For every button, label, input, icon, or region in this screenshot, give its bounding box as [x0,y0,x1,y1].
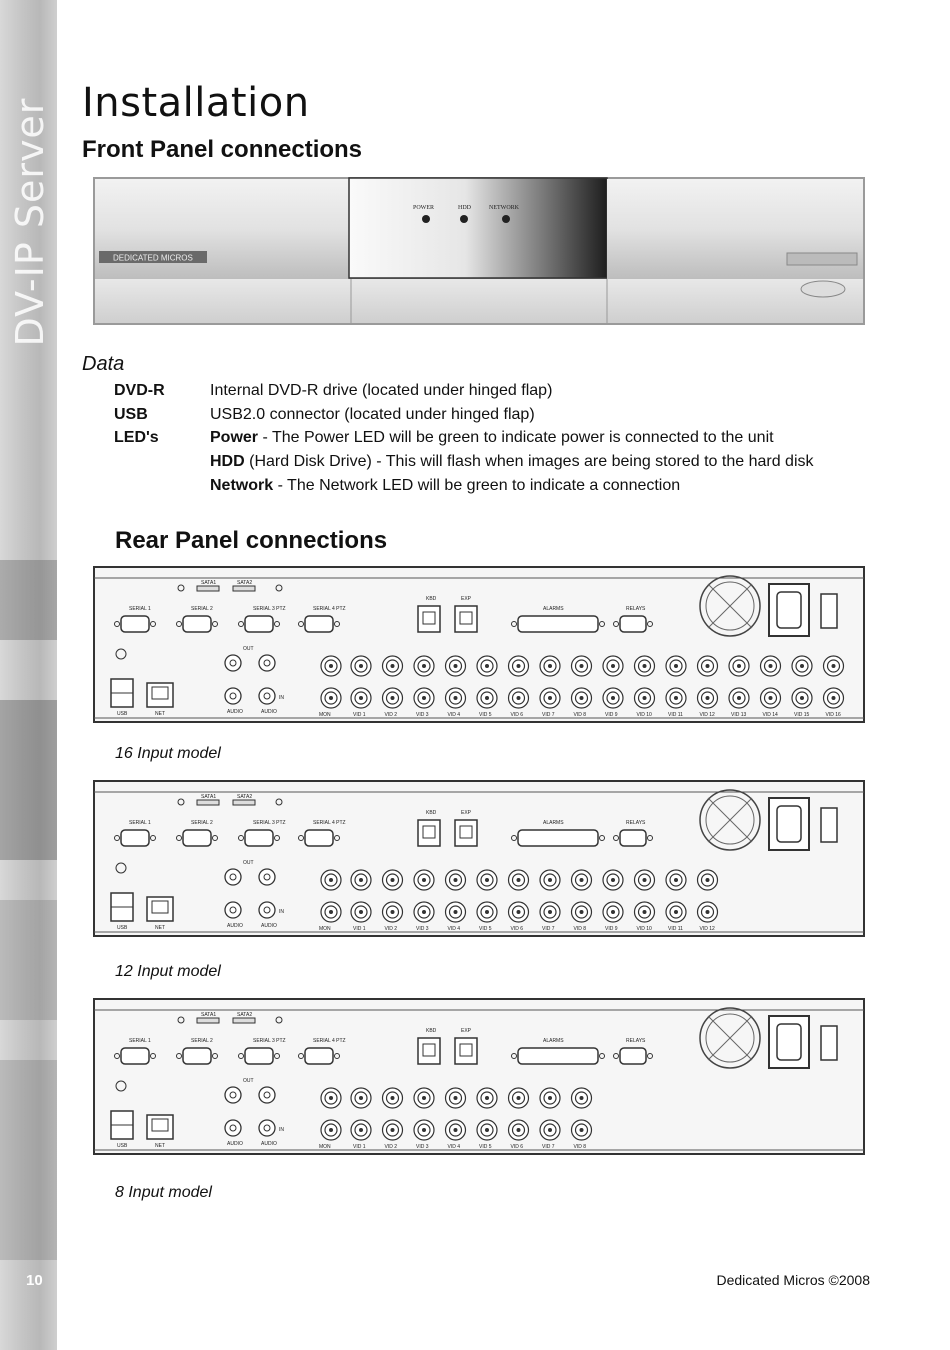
kbd-port-icon [418,1038,440,1064]
net-label: NET [155,711,165,717]
data-description [210,453,814,471]
audio-connector-icon [259,688,275,704]
kbd-port-icon [418,606,440,632]
audio-connector-icon [259,1120,275,1136]
kbd-label: KBD [426,810,437,816]
sidebar-strip [0,0,57,1350]
vid-input-label: VID 6 [510,1144,524,1150]
sata-port-icon [197,1018,219,1023]
vid-input-label: VID 11 [668,712,683,718]
data-description-text: Internal DVD-R drive (located under hinged flap) [210,382,553,399]
vid-input-label: VID 4 [447,712,461,718]
exp-port-icon [455,820,477,846]
relays-label: RELAYS [626,820,646,826]
audio-label: AUDIO [261,923,277,929]
exp-label: EXP [461,1028,472,1034]
footer-copyright: Dedicated Micros ©2008 [716,1272,870,1288]
audio-in-label: IN [279,1127,284,1133]
vid-input-label: VID 7 [542,712,555,718]
audio-out-label: OUT [243,860,254,866]
sata-port-icon [233,1018,255,1023]
vid-input-label: VID 10 [636,926,652,932]
kbd-label: KBD [426,1028,437,1034]
audio-label: AUDIO [227,923,243,929]
relays-label: RELAYS [626,1038,646,1044]
exp-port-icon [455,1038,477,1064]
front-brand-badge: DEDICATED MICROS [113,253,193,263]
audio-connector-icon [225,655,241,671]
audio-connector-icon [259,1087,275,1103]
front-panel-illustration [93,177,865,325]
mon-label: MON [319,1144,331,1150]
alarms-port-icon [518,616,598,632]
vid-input-label: VID 8 [573,712,587,718]
audio-connector-icon [225,688,241,704]
network-led-icon [502,215,510,223]
kbd-label: KBD [426,596,437,602]
led-label-power: POWER [413,205,434,211]
data-description-text: - The Network LED will be green to indicate a connection [273,477,681,494]
logo-emblem-icon [801,281,845,297]
alarms-label: ALARMS [543,820,564,826]
vid-input-label: VID 9 [605,926,618,932]
sata-label: SATA1 [201,1012,217,1018]
relays-port-icon [620,616,646,632]
mon-label: MON [319,712,331,718]
serial-label: SERIAL 1 [129,1038,151,1044]
power-led-icon [422,215,430,223]
serial-label: SERIAL 4 PTZ [313,606,346,612]
vid-input-label: VID 4 [447,1144,461,1150]
hdd-led-icon [460,215,468,223]
audio-connector-icon [225,1087,241,1103]
sata-label: SATA2 [237,580,253,586]
audio-label: AUDIO [227,709,243,715]
serial-port-icon [121,1048,149,1064]
sata-port-icon [197,586,219,591]
mon-label: MON [319,926,331,932]
serial-port-icon [183,830,211,846]
data-description [210,429,774,447]
serial-port-icon [305,616,333,632]
vid-input-label: VID 3 [416,926,429,932]
audio-in-label: IN [279,909,284,915]
sata-label: SATA2 [237,794,253,800]
vid-input-label: VID 8 [573,1144,587,1150]
relays-label: RELAYS [626,606,646,612]
data-description [210,477,680,495]
serial-port-icon [245,830,273,846]
alarms-label: ALARMS [543,606,564,612]
serial-port-icon [121,830,149,846]
vid-input-label: VID 3 [416,1144,429,1150]
vid-input-label: VID 12 [699,712,715,718]
sata-port-icon [233,800,255,805]
data-description-text: (Hard Disk Drive) - This will flash when images are being stored to the hard disk [244,453,814,470]
serial-label: SERIAL 3 PTZ [253,606,286,612]
vid-input-label: VID 13 [731,712,747,718]
data-description [210,382,552,400]
vid-input-label: VID 8 [573,926,587,932]
data-description [210,406,535,424]
strip-texture [0,1060,57,1260]
audio-connector-icon [225,902,241,918]
vid-input-label: VID 6 [510,926,524,932]
alarms-port-icon [518,1048,598,1064]
data-term: DVD-R [114,382,165,399]
data-term: USB [114,406,148,423]
vid-input-label: VID 12 [699,926,715,932]
power-switch-icon [821,808,837,842]
strip-texture [0,560,57,640]
vid-input-label: VID 2 [384,712,398,718]
data-term: LED's [114,429,159,446]
serial-label: SERIAL 3 PTZ [253,1038,286,1044]
rear-panel-heading: Rear Panel connections [115,527,388,554]
net-label: NET [155,925,165,931]
serial-port-icon [305,1048,333,1064]
serial-label: SERIAL 4 PTZ [313,1038,346,1044]
audio-label: AUDIO [261,709,277,715]
strip-texture [0,700,57,860]
audio-connector-icon [259,869,275,885]
vid-input-label: VID 2 [384,926,398,932]
vid-input-label: VID 15 [794,712,810,718]
data-description-lead: Power [210,429,259,446]
vid-input-label: VID 4 [447,926,461,932]
audio-out-label: OUT [243,1078,254,1084]
vid-input-label: VID 5 [479,1144,492,1150]
page-number: 10 [26,1272,43,1289]
sata-label: SATA1 [201,580,217,586]
serial-label: SERIAL 2 [191,820,213,826]
audio-label: AUDIO [261,1141,277,1147]
sata-label: SATA2 [237,1012,253,1018]
vid-input-label: VID 5 [479,926,492,932]
sata-port-icon [233,586,255,591]
vid-input-label: VID 3 [416,712,429,718]
serial-label: SERIAL 1 [129,820,151,826]
net-label: NET [155,1143,165,1149]
sata-port-icon [197,800,219,805]
vid-input-label: VID 1 [353,1144,366,1150]
vid-input-label: VID 14 [762,712,778,718]
serial-port-icon [183,616,211,632]
rear-panel-16-input [93,566,865,724]
vid-input-label: VID 7 [542,926,555,932]
power-switch-icon [821,594,837,628]
audio-connector-icon [225,1120,241,1136]
audio-label: AUDIO [227,1141,243,1147]
data-description-text: USB2.0 connector (located under hinged flap) [210,406,535,423]
led-label-network: NETWORK [489,205,519,211]
vid-input-label: VID 7 [542,1144,555,1150]
usb-label: USB [117,711,128,717]
data-heading: Data [82,353,125,375]
audio-connector-icon [225,869,241,885]
alarms-label: ALARMS [543,1038,564,1044]
serial-port-icon [245,1048,273,1064]
power-switch-icon [821,1026,837,1060]
exp-label: EXP [461,596,472,602]
relays-port-icon [620,830,646,846]
exp-port-icon [455,606,477,632]
vid-input-label: VID 9 [605,712,618,718]
exp-label: EXP [461,810,472,816]
vid-input-label: VID 6 [510,712,524,718]
vid-input-label: VID 1 [353,926,366,932]
strip-texture [0,900,57,1020]
sidebar-product-title: DV-IP Server [8,97,52,347]
caption-8-input: 8 Input model [115,1184,212,1201]
serial-label: SERIAL 2 [191,606,213,612]
sata-label: SATA1 [201,794,217,800]
serial-port-icon [305,830,333,846]
caption-12-input: 12 Input model [115,963,221,980]
vid-input-label: VID 16 [825,712,841,718]
vid-input-label: VID 2 [384,1144,398,1150]
data-description-lead: HDD [210,453,245,470]
serial-label: SERIAL 1 [129,606,151,612]
serial-port-icon [183,1048,211,1064]
relays-port-icon [620,1048,646,1064]
serial-port-icon [121,616,149,632]
alarms-port-icon [518,830,598,846]
data-description-text: - The Power LED will be green to indicate power is connected to the unit [258,429,774,446]
vid-input-label: VID 1 [353,712,366,718]
kbd-port-icon [418,820,440,846]
vid-input-label: VID 11 [668,926,683,932]
usb-label: USB [117,925,128,931]
front-panel-heading: Front Panel connections [82,136,363,163]
rear-panel-8-input [93,998,865,1156]
usb-label: USB [117,1143,128,1149]
led-label-hdd: HDD [458,205,471,211]
serial-label: SERIAL 2 [191,1038,213,1044]
vid-input-label: VID 10 [636,712,652,718]
caption-16-input: 16 Input model [115,745,221,762]
serial-port-icon [245,616,273,632]
audio-connector-icon [259,902,275,918]
vid-input-label: VID 5 [479,712,492,718]
audio-out-label: OUT [243,646,254,652]
audio-in-label: IN [279,695,284,701]
serial-label: SERIAL 4 PTZ [313,820,346,826]
page-title: Installation [82,80,310,126]
serial-label: SERIAL 3 PTZ [253,820,286,826]
audio-connector-icon [259,655,275,671]
rear-panel-12-input [93,780,865,938]
data-description-lead: Network [210,477,274,494]
